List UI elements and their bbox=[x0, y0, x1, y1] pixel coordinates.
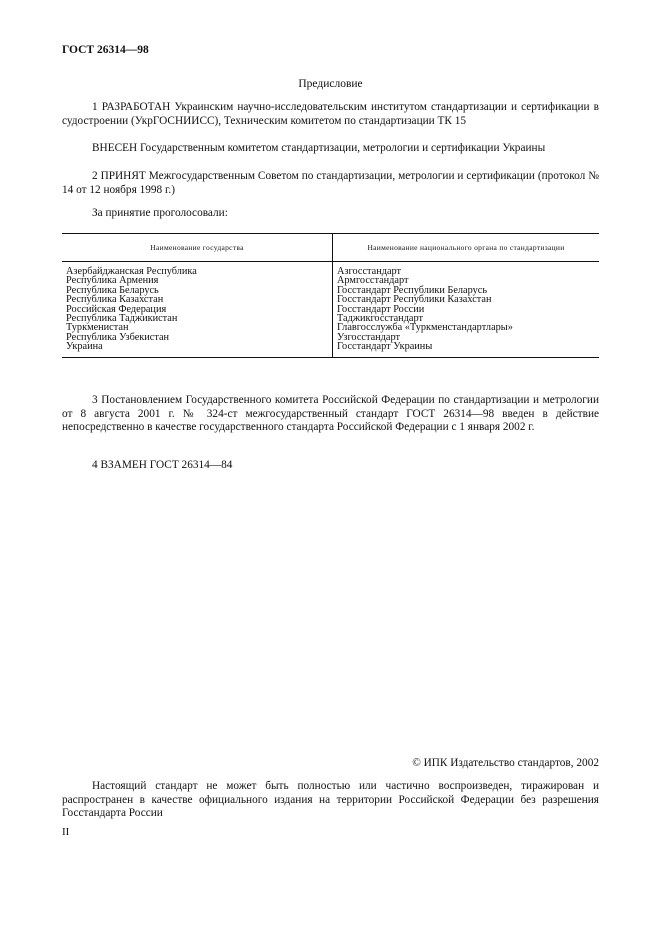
document-code-header: ГОСТ 26314—98 bbox=[62, 44, 149, 56]
table-header-row bbox=[62, 234, 599, 262]
column-header-standards-body: Наименование национального органа по стандартизации bbox=[333, 234, 600, 262]
paragraph-text: 1 РАЗРАБОТАН Украинским научно-исследовательским институтом стандартизации и сертификации в судостроении (УкрГОСНИИСС), Техническим комитетом по стандартизации ТК 15 bbox=[62, 101, 599, 127]
standards-body-name: Армгосстандарт bbox=[337, 275, 409, 287]
state-name: Республика Таджикистан bbox=[66, 313, 178, 325]
paragraph-text: 3 Постановлением Государственного комитета Российской Федерации по стандартизации и метрологии от 8 августа 2001 г. № 324-ст межгосударственный стандарт ГОСТ 26314—98 введен в действие непосредственно в качестве государственного стандарта Российской Федерации с 1 января 2002 г. bbox=[62, 394, 599, 433]
voting-states-table bbox=[62, 233, 599, 358]
state-name: Республика Беларусь bbox=[66, 284, 159, 296]
standards-body-name: Узгосстандарт bbox=[337, 331, 400, 343]
paragraph-text: 4 ВЗАМЕН ГОСТ 26314—84 bbox=[92, 459, 233, 471]
standards-body-name: Госстандарт России bbox=[337, 303, 425, 315]
standards-body-name: Госстандарт Республики Казахстан bbox=[337, 294, 492, 306]
state-names-cell bbox=[62, 262, 333, 358]
paragraph-voted-for bbox=[62, 207, 599, 221]
standards-body-name: Госстандарт Украины bbox=[337, 341, 433, 353]
state-name: Украина bbox=[66, 341, 103, 353]
state-name: Республика Казахстан bbox=[66, 294, 164, 306]
standards-bodies-cell bbox=[333, 262, 600, 358]
state-name: Республика Армения bbox=[66, 275, 159, 287]
paragraph-enacted bbox=[62, 394, 599, 435]
page-number: II bbox=[62, 826, 70, 838]
state-name: Республика Узбекистан bbox=[66, 331, 170, 343]
paragraph-reproduction-notice bbox=[62, 780, 599, 821]
table-row bbox=[62, 262, 599, 358]
paragraph-text: За принятие проголосовали: bbox=[92, 207, 228, 219]
standards-body-name: Главгосслужба «Туркменстандартлары» bbox=[337, 322, 513, 334]
copyright-notice: © ИПК Издательство стандартов, 2002 bbox=[412, 757, 599, 769]
column-header-state: Наименование государства bbox=[62, 234, 333, 262]
state-name: Туркменистан bbox=[66, 322, 129, 334]
paragraph-text: 2 ПРИНЯТ Межгосударственным Советом по стандартизации, метрологии и сертификации (протокол № 14 от 12 ноября 1998 г.) bbox=[62, 170, 599, 196]
section-title: Предисловие bbox=[298, 78, 363, 90]
paragraph-developed-by bbox=[62, 101, 599, 128]
standards-body-name: Госстандарт Республики Беларусь bbox=[337, 284, 488, 296]
state-name: Азербайджанская Республика bbox=[66, 266, 197, 277]
paragraph-adopted-by bbox=[62, 170, 599, 197]
state-name: Российская Федерация bbox=[66, 303, 167, 315]
paragraph-introduced-by bbox=[62, 142, 599, 156]
paragraph-replaces bbox=[62, 459, 599, 473]
standards-body-name: Азгосстандарт bbox=[337, 266, 402, 277]
paragraph-text: Настоящий стандарт не может быть полностью или частично воспроизведен, тиражирован и распространен в качестве официального издания на территории Российской Федерации без разрешения Госстандарта России bbox=[62, 780, 599, 819]
standards-body-name: Таджикгосстандарт bbox=[337, 313, 424, 325]
paragraph-text: ВНЕСЕН Государственным комитетом стандартизации, метрологии и сертификации Украины bbox=[92, 142, 546, 154]
